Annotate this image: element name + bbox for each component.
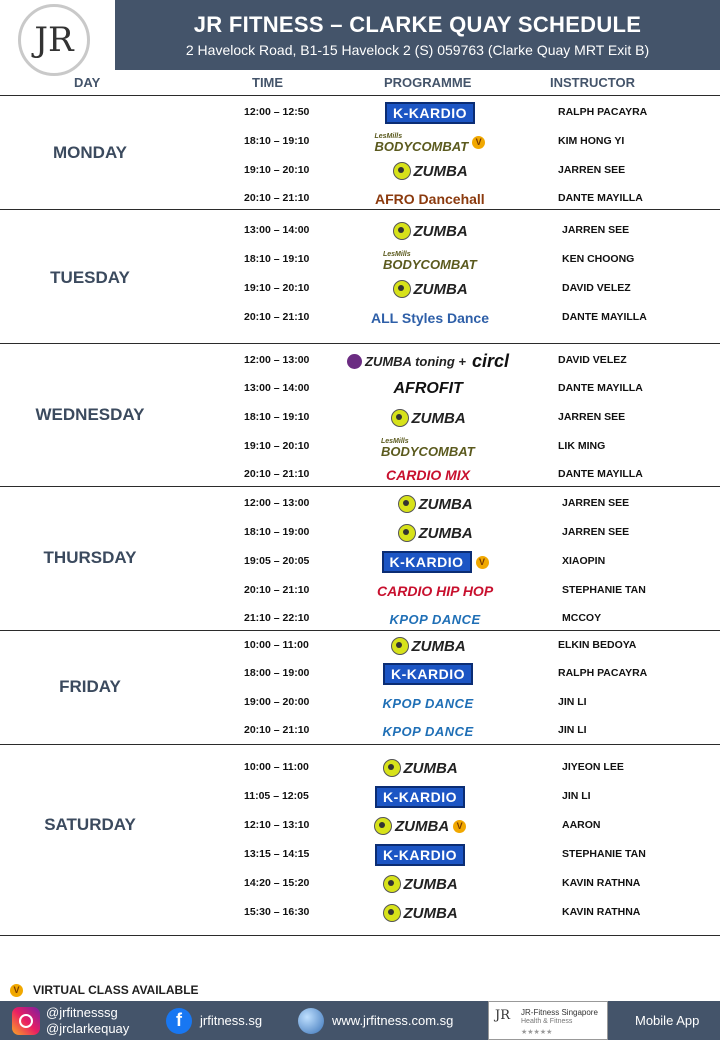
class-instructor: LIK MING [558,440,606,452]
class-instructor: JIN LI [558,724,587,736]
class-programme: LesMills BODYCOMBAT [381,438,475,459]
class-instructor: MCCOY [562,612,602,624]
class-instructor: JARREN SEE [558,164,626,176]
class-time: 19:05 – 20:05 [244,555,310,567]
class-time: 10:00 – 11:00 [244,761,309,773]
zumba-logo-icon [391,409,409,427]
header-banner [115,0,720,70]
class-instructor: STEPHANIE TAN [562,584,646,596]
class-programme: KPOP DANCE [389,611,481,627]
class-programme: K-KARDIO [385,102,475,124]
day-label-thursday: THURSDAY [43,548,137,567]
class-programme: ZUMBA [383,873,458,895]
class-instructor: JIYEON LEE [562,761,624,773]
class-instructor: XIAOPIN [562,555,606,567]
class-programme: K-KARDIO [375,844,465,866]
class-row [0,407,720,429]
class-instructor: DANTE MAYILLA [558,468,643,480]
zumba-logo-icon [374,817,392,835]
class-programme: ZUMBA [391,635,466,657]
class-time: 14:20 – 15:20 [244,877,310,889]
class-programme: ZUMBA [398,493,473,515]
class-programme: ZUMBA [383,757,458,779]
app-card-category: Health & Fitness [521,1018,573,1025]
zumba-logo-icon [391,637,409,655]
class-time: 18:10 – 19:00 [244,526,310,538]
class-row [0,278,720,300]
class-instructor: DAVID VELEZ [562,282,631,294]
class-programme: ZUMBA [393,160,468,182]
class-time: 10:00 – 11:00 [244,639,309,651]
class-time: 13:15 – 14:15 [244,848,310,860]
class-time: 18:00 – 19:00 [244,667,310,679]
zumba-logo-icon [398,524,416,542]
day-label-friday: FRIDAY [59,677,121,696]
page-title: JR FITNESS – CLARKE QUAY SCHEDULE [193,12,642,37]
zumba-logo-icon [383,875,401,893]
class-programme: ALL Styles Dance [371,310,490,326]
class-programme: ZUMBA [393,220,468,242]
class-instructor: JARREN SEE [562,224,630,236]
class-time: 15:30 – 16:30 [244,906,310,918]
class-row [0,580,720,602]
class-time: 20:10 – 21:10 [244,192,310,204]
section-divider [0,486,720,487]
day-label-tuesday: TUESDAY [50,268,130,287]
virtual-badge-icon: V [10,984,23,997]
class-programme: ZUMBA [393,278,468,300]
zumba-logo-icon [383,759,401,777]
class-row [0,160,720,182]
class-time: 12:10 – 13:10 [244,819,310,831]
virtual-badge-icon: V [453,820,466,833]
class-time: 20:10 – 21:10 [244,584,310,596]
app-store-card[interactable] [488,1001,608,1040]
day-label-monday: MONDAY [53,143,127,162]
class-instructor: JARREN SEE [562,497,630,509]
class-row [0,493,720,515]
class-row [0,378,720,400]
zumba-logo-icon [393,162,411,180]
class-instructor: ELKIN BEDOYA [558,639,637,651]
class-row [0,663,720,685]
zumba-logo-icon [383,904,401,922]
class-row [0,720,720,742]
class-instructor: JARREN SEE [562,526,630,538]
class-row [0,220,720,242]
class-programme: K-KARDIO V [382,551,489,573]
day-label-saturday: SATURDAY [44,815,136,834]
class-row [0,551,720,573]
class-programme: K-KARDIO [383,663,473,685]
class-row [0,436,720,458]
class-row [0,188,720,210]
website-url: www.jrfitness.com.sg [332,1013,454,1028]
zumba-logo-icon [393,280,411,298]
footer [0,1001,720,1040]
class-row [0,307,720,329]
column-instructor: INSTRUCTOR [550,75,635,90]
class-row [0,608,720,630]
section-divider [0,744,720,745]
zumba-toning-icon [347,354,362,369]
section-divider [0,343,720,344]
class-row [0,635,720,657]
section-divider [0,630,720,631]
instagram-handle-2: @jrclarkequay [46,1020,130,1036]
class-instructor: JARREN SEE [558,411,626,423]
class-time: 18:10 – 19:10 [244,411,310,423]
class-time: 12:00 – 13:00 [244,497,310,509]
class-time: 18:10 – 19:10 [244,253,310,265]
class-row [0,249,720,271]
class-instructor: KIM HONG YI [558,135,625,147]
virtual-badge-icon: V [472,136,485,149]
class-instructor: DANTE MAYILLA [558,382,643,394]
class-instructor: AARON [562,819,601,831]
class-instructor: DANTE MAYILLA [562,311,647,323]
instagram-icon [12,1007,40,1035]
class-programme: ZUMBA [383,902,458,924]
class-row [0,131,720,153]
class-time: 19:00 – 20:00 [244,696,310,708]
class-time: 13:00 – 14:00 [244,382,310,394]
instagram-link[interactable] [12,1001,129,1040]
class-time: 13:00 – 14:00 [244,224,310,236]
class-time: 12:00 – 12:50 [244,106,310,118]
class-time: 11:05 – 12:05 [244,790,309,802]
class-time: 19:10 – 20:10 [244,282,310,294]
class-instructor: DANTE MAYILLA [558,192,643,204]
class-instructor: KAVIN RATHNA [562,906,641,918]
class-row [0,692,720,714]
class-instructor: RALPH PACAYRA [558,106,648,118]
class-time: 19:10 – 20:10 [244,440,310,452]
class-instructor: DAVID VELEZ [558,354,627,366]
class-row [0,786,720,808]
class-programme: CARDIO HIP HOP [377,583,494,599]
zumba-logo-icon [398,495,416,513]
class-time: 12:00 – 13:00 [244,354,310,366]
class-row [0,102,720,124]
class-instructor: KAVIN RATHNA [562,877,641,889]
class-row [0,844,720,866]
class-programme: AFROFIT [393,380,463,397]
section-divider [0,935,720,936]
class-instructor: STEPHANIE TAN [562,848,646,860]
class-row [0,350,720,372]
facebook-icon: f [166,1008,192,1034]
class-instructor: JIN LI [562,790,591,802]
class-programme: ZUMBA V [374,815,466,837]
class-time: 20:10 – 21:10 [244,724,310,736]
class-programme: LesMills BODYCOMBAT [383,251,477,272]
class-time: 20:10 – 21:10 [244,468,310,480]
class-programme: ZUMBA [398,522,473,544]
globe-icon [298,1008,324,1034]
app-card-logo: JR [495,1008,510,1023]
app-card-title: JR-Fitness Singapore [521,1008,598,1017]
app-card-rating: ★★★★★ [521,1029,553,1036]
class-programme: KPOP DANCE [382,695,474,711]
day-label-wednesday: WEDNESDAY [35,405,145,424]
class-row [0,873,720,895]
column-programme: PROGRAMME [384,75,472,90]
class-row [0,464,720,486]
class-programme: KPOP DANCE [382,723,474,739]
virtual-badge-icon: V [476,556,489,569]
column-day: DAY [74,75,101,90]
website-link[interactable] [298,1001,453,1040]
class-row [0,522,720,544]
class-programme: LesMills BODYCOMBAT V [375,131,486,153]
class-programme: ZUMBA [391,407,466,429]
class-programme: CARDIO MIX [386,467,470,483]
class-time: 20:10 – 21:10 [244,311,310,323]
class-row [0,902,720,924]
zumba-logo-icon [393,222,411,240]
class-instructor: KEN CHOONG [562,253,635,265]
class-programme: AFRO Dancehall [375,191,485,207]
facebook-link[interactable] [166,1001,262,1040]
class-instructor: RALPH PACAYRA [558,667,648,679]
legend [10,983,199,997]
class-programme: K-KARDIO [375,786,465,808]
facebook-handle: jrfitness.sg [200,1013,263,1028]
section-divider [0,95,720,96]
class-time: 21:10 – 22:10 [244,612,310,624]
class-time: 18:10 – 19:10 [244,135,310,147]
class-time: 19:10 – 20:10 [244,164,310,176]
instagram-handle-1: @jrfitnesssg [46,1004,118,1020]
class-row [0,815,720,837]
address: 2 Havelock Road, B1-15 Havelock 2 (S) 059763 (Clarke Quay MRT Exit B) [185,42,650,58]
mobile-app-link[interactable] [635,1001,699,1040]
mobile-app-label: Mobile App [635,1013,700,1028]
column-time: TIME [252,75,284,90]
jr-logo: JR [18,4,90,76]
class-row [0,757,720,779]
legend-text: VIRTUAL CLASS AVAILABLE [33,983,199,997]
class-instructor: JIN LI [558,696,587,708]
class-programme: ZUMBA toning + circl [347,350,509,372]
